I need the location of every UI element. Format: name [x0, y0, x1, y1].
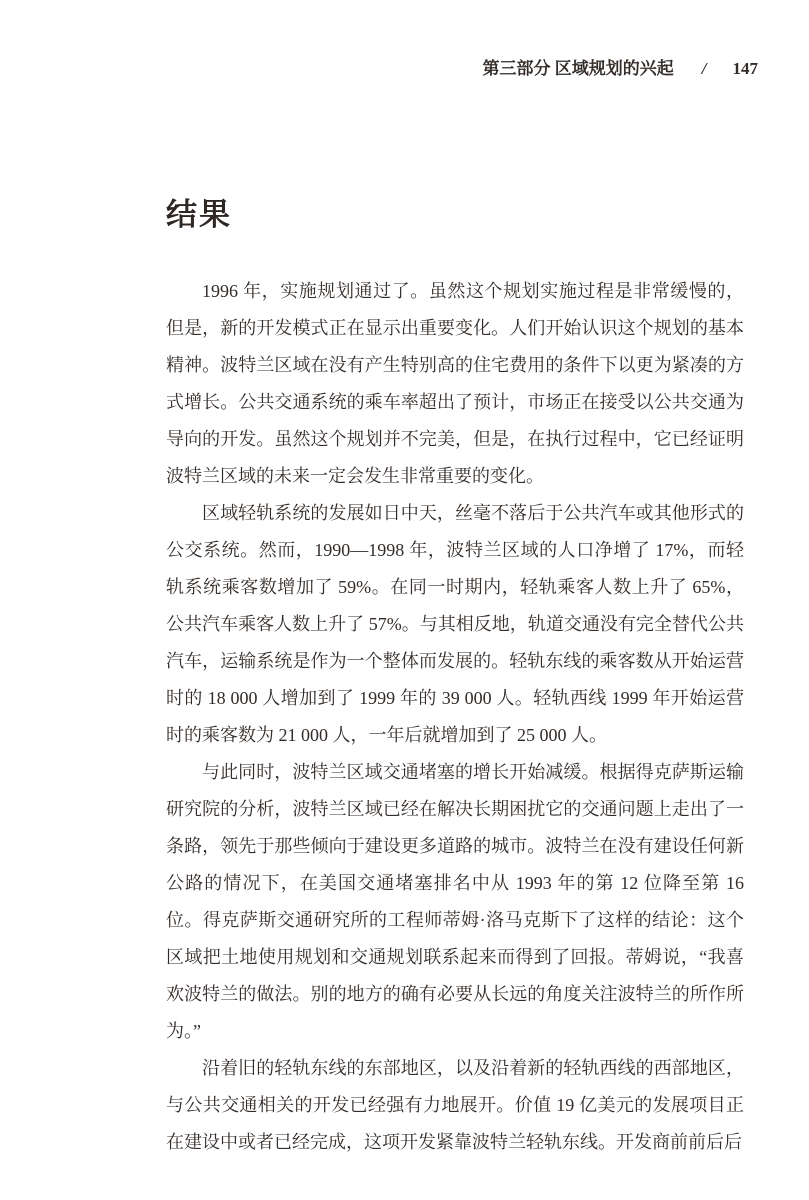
body-text	[166, 273, 744, 1161]
paragraph-2: 区域轻轨系统的发展如日中天，丝毫不落后于公共汽车或其他形式的公交系统。然而，1990—1998 年，波特兰区域的人口净增了 17%，而轻轨系统乘客数增加了 59%。在同一时期内，轻轨乘客人数上升了 65%，公共汽车乘客人数上升了 57%。与其相反地，轨道交通没有完全替代公共汽车，运输系统是作为一个整体而发展的。轻轨东线的乘客数从开始运营时的 18 000 人增加到了 1999 年的 39 000 人。轻轨西线 1999 年开始运营时的乘客数为 21 000 人，一年后就增加到了 25 000 人。	[166, 503, 744, 745]
paragraph-3: 与此同时，波特兰区域交通堵塞的增长开始减缓。根据得克萨斯运输研究院的分析，波特兰区域已经在解决长期困扰它的交通问题上走出了一条路，领先于那些倾向于建设更多道路的城市。波特兰在没有建设任何新公路的情况下，在美国交通堵塞排名中从 1993 年的第 12 位降至第 16 位。得克萨斯交通研究所的工程师蒂姆·洛马克斯下了这样的结论：这个区域把土地使用规划和交通规划联系起来而得到了回报。蒂姆说，“我喜欢波特兰的做法。别的地方的确有必要从长远的角度关注波特兰的所作所为。”	[166, 762, 744, 1041]
paragraph-1: 1996 年，实施规划通过了。虽然这个规划实施过程是非常缓慢的，但是，新的开发模式正在显示出重要变化。人们开始认识这个规划的基本精神。波特兰区域在没有产生特别高的住宅费用的条件下以更为紧凑的方式增长。公共交通系统的乘车率超出了预计，市场正在接受以公共交通为导向的开发。虽然这个规划并不完美，但是，在执行过程中，它已经证明波特兰区域的未来一定会发生非常重要的变化。	[166, 281, 744, 486]
running-head-section-title: 第三部分 区域规划的兴起	[482, 59, 674, 78]
running-head	[0, 59, 758, 79]
running-head-separator: /	[701, 59, 707, 78]
section-heading: 结果	[166, 197, 232, 232]
page-number: 147	[732, 59, 758, 78]
paragraph-4: 沿着旧的轻轨东线的东部地区，以及沿着新的轻轨西线的西部地区，与公共交通相关的开发已经强有力地展开。价值 19 亿美元的发展项目正在建设中或者已经完成，这项开发紧靠波特兰轻轨东线。开发商前前后后	[166, 1058, 744, 1152]
